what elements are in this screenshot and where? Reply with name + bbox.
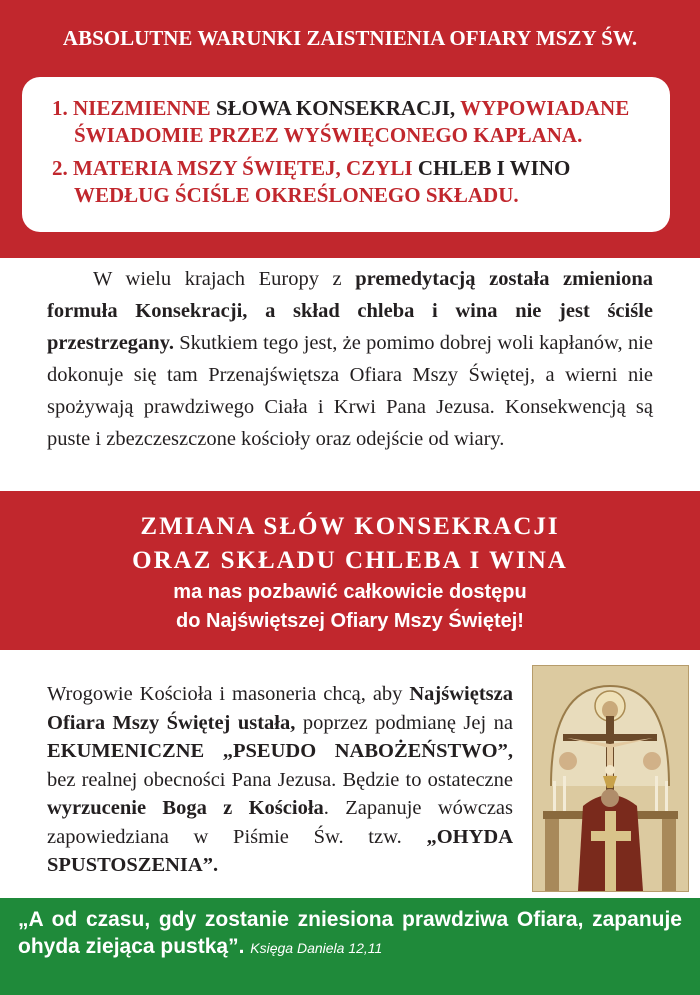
body2-text-4: . Zapanuje wówczas zapowiedziana w Piśmie Św. tzw. <box>47 797 513 848</box>
body2-bold-4: „OHYDA SPUSTOSZENIA”. <box>47 825 513 876</box>
masonry-paragraph <box>47 680 513 880</box>
condition-2-part-b: CHLEB I WINO <box>417 156 571 180</box>
intro-text-2: Skutkiem tego jest, że pomimo dobrej woli kapłanów, nie dokonuje się tam Przenajświętsza Ofiara Mszy Świętej, a wierni nie spożywają prawdziwego Ciała i Krwi Pana Jezusa. Konsekwencją są puste i zbezczeszczone kościoły oraz odejście od wiary. <box>47 332 653 450</box>
intro-paragraph <box>47 263 653 455</box>
scripture-quote <box>18 906 682 962</box>
condition-1-part-c: WYPOWIADANE <box>460 96 630 120</box>
conditions-box <box>22 77 670 232</box>
intro-text-1: W wielu krajach Europy z <box>93 268 356 290</box>
banner-line-4: do Najświętszej Ofiary Mszy Świętej! <box>176 610 524 632</box>
condition-1-part-b: SŁOWA KONSEKRACJI, <box>215 96 456 120</box>
quote-text: „A od czasu, gdy zostanie zniesiona prawdziwa Ofiara, zapanuje ohyda ziejąca pustką”. <box>18 908 682 958</box>
banner-line-2: ORAZ SKŁADU CHLEBA I WINA <box>132 547 568 574</box>
page-title: ABSOLUTNE WARUNKI ZAISTNIENIA OFIARY MSZY ŚW. <box>62 26 638 50</box>
body2-bold-2: EKUMENICZNE „PSEUDO NABOŻEŃSTWO”, <box>47 740 513 762</box>
body2-bold-3: wyrzucenie Boga z Kościoła <box>47 797 324 819</box>
body2-bold-1: Najświętsza Ofiara Mszy Świętej ustała, <box>47 683 513 734</box>
condition-1-line2: ŚWIADOMIE PRZEZ WYŚWIĘCONEGO KAPŁANA. <box>74 123 583 147</box>
body2-text-3: bez realnej obecności Pana Jezusa. Będzie to ostateczne <box>47 768 513 791</box>
condition-1 <box>52 95 629 149</box>
body2-text-1: Wrogowie Kościoła i masoneria chcą, aby <box>47 683 410 705</box>
condition-2-part-a: MATERIA MSZY ŚWIĘTEJ, CZYLI <box>73 156 413 180</box>
quote-source: Księga Daniela 12,11 <box>250 940 383 956</box>
condition-1-part-a: NIEZMIENNE <box>73 96 211 120</box>
warning-banner <box>0 491 700 650</box>
crucifix-mass-painting-icon <box>532 665 689 892</box>
condition-2-number: 2. <box>52 156 68 180</box>
condition-1-number: 1. <box>52 96 68 120</box>
quote-band <box>0 898 700 995</box>
header-band <box>0 0 700 258</box>
intro-bold-1: premedytacją została zmieniona formuła Konsekracji, a skład chleba i wina nie jest ściśle przestrzegany. <box>47 268 653 354</box>
banner-line-1: ZMIANA SŁÓW KONSEKRACJI <box>140 513 560 540</box>
condition-2-line2: WEDŁUG ŚCIŚLE OKREŚLONEGO SKŁADU. <box>74 183 519 207</box>
banner-line-3: ma nas pozbawić całkowicie dostępu <box>173 581 527 603</box>
condition-2 <box>52 155 570 209</box>
body2-text-2: poprzez podmianę Jej na <box>295 711 513 734</box>
